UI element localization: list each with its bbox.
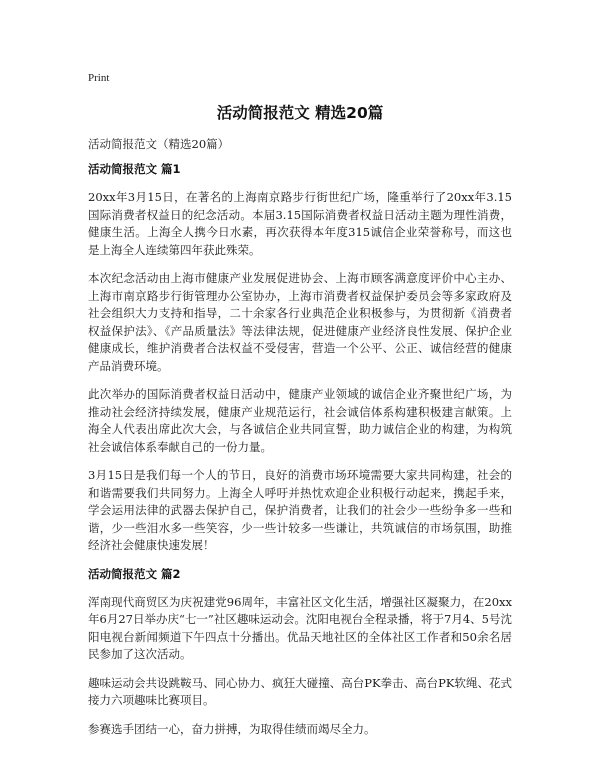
document-subtitle: 活动简报范文（精选20篇） [88,137,230,151]
paragraph: 本次纪念活动由上海市健康产业发展促进协会、上海市顾客满意度评价中心主办、上海市南京路步行街管理办公室协办，上海市消费者权益保护委员会等多家政府及社会组织大力支持和指导，二十余家各行业典范企业积极参与，为贯彻新《消费者权益保护法》、《产品质量法》等法律法规，促进健康产业经济良性发展、保护企业健康成长，维护消费者合法权益不受侵害，营造一个公平、公正、诚信经营的健康产品消费环境。 [88,271,512,373]
paragraph: 此次举办的国际消费者权益日活动中，健康产业领域的诚信企业齐聚世纪广场，为推动社会经济持续发展，健康产业规范运行，社会诚信体系构建积极建言献策。上海全人代表出席此次大会，与各诚信企业共同宣誓，助力诚信企业的构建，为构筑社会诚信体系奉献自己的一份力量。 [88,387,512,454]
page-title: 活动简报范文 精选20篇 [216,104,384,122]
paragraph: 浑南现代商贸区为庆祝建党96周年，丰富社区文化生活，增强社区凝聚力，在20xx年6月27日举办庆“七一”社区趣味运动会。沈阳电视台全程录播，将于7月4、5号沈阳电视台新闻频道下午四点十分播出。优品天地社区的全体社区工作者和50余名居民参加了这次活动。 [88,594,512,661]
paragraph: 趣味运动会共设跳鞍马、同心协力、疯狂大碰撞、高台PK拳击、高台PK软绳、花式接力六项趣味比赛项目。 [88,675,512,707]
paragraph: 20xx年3月15日，在著名的上海南京路步行街世纪广场，隆重举行了20xx年3.15国际消费者权益日的纪念活动。本届3.15国际消费者权益日活动主题为理性消费，健康生活。上海全人携今日水素，再次获得本年度315诚信企业荣誉称号，而这也是上海全人连续第四年获此殊荣。 [88,190,512,257]
section-heading-2: 活动简报范文 篇2 [88,566,181,581]
section-heading-1: 活动简报范文 篇1 [88,162,181,176]
print-label: Print [88,72,110,84]
paragraph: 参赛选手团结一心，奋力拼搏，为取得佳绩而竭尽全力。 [88,721,376,736]
paragraph: 3月15日是我们每一个人的节日，良好的消费市场环境需要大家共同构建，社会的和谐需要我们共同努力。上海全人呼吁并热忱欢迎企业积极行动起来，携起手来，学会运用法律的武器去保护自己，保护消费者，让我们的社会少一些纷争多一些和谐，少一些泪水多一些笑容，少一些计较多一些谦让，共筑诚信的市场氛围，助推经济社会健康快速发展！ [88,468,512,552]
